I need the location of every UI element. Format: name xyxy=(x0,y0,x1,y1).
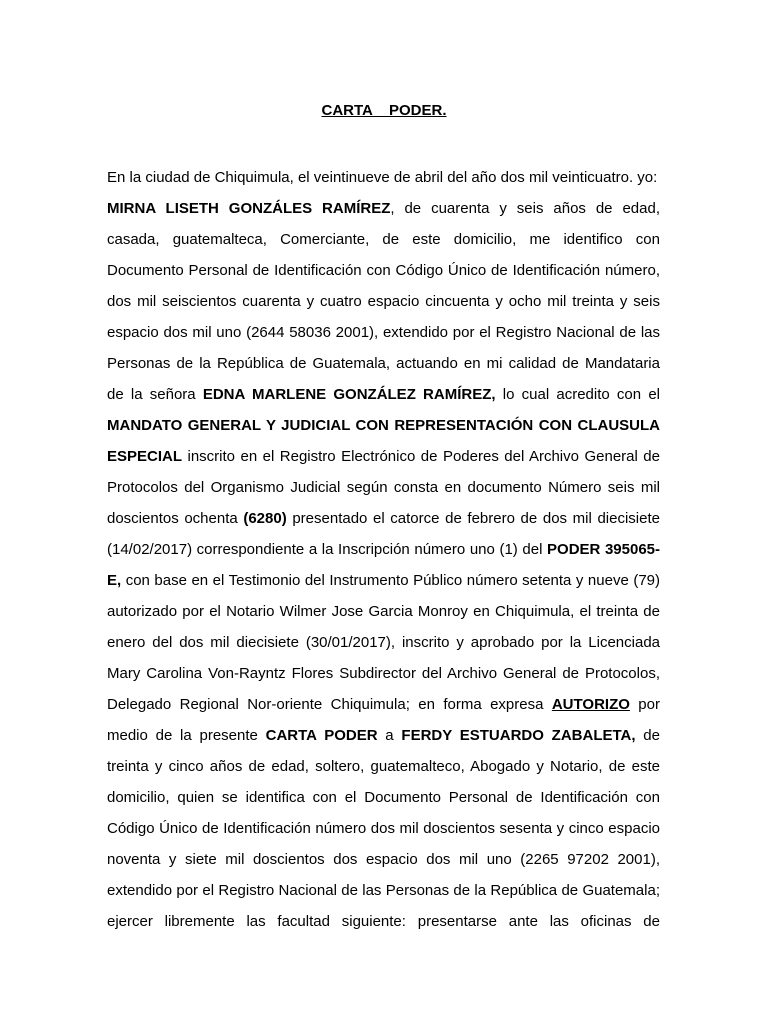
body-line xyxy=(107,472,660,503)
body-line xyxy=(107,906,660,937)
text-run: (14/02/2017) correspondiente a la Inscripción número uno (1) del xyxy=(107,541,548,558)
text-run: extendido por el Registro Nacional de las Personas de la República de Guatemala; xyxy=(107,882,660,899)
text-run: Delegado Regional Nor-oriente Chiquimula; en forma expresa xyxy=(107,696,552,713)
text-run: a xyxy=(377,727,402,744)
text-run: ejercer libremente las facultad siguiente: presentarse ante las oficinas de xyxy=(107,913,660,930)
body-line xyxy=(107,317,660,348)
text-run: presentado el catorce de febrero de dos mil diecisiete xyxy=(286,510,660,527)
body-line xyxy=(107,627,660,658)
body-line xyxy=(107,565,660,596)
text-run: casada, guatemalteca, Comerciante, de este domicilio, me identifico con xyxy=(107,231,660,248)
text-run: noventa y siete mil doscientos dos espacio dos mil uno (2265 97202 2001), xyxy=(107,851,660,868)
body-line xyxy=(107,441,660,472)
text-run: Protocolos del Organismo Judicial según consta en documento Número seis mil xyxy=(107,479,660,496)
text-run: En la ciudad de Chiquimula, el veintinueve de abril del año dos mil veinticuatro. yo: xyxy=(107,169,658,186)
document-title: CARTA PODER. xyxy=(321,102,447,119)
mandante-name: EDNA MARLENE GONZÁLEZ RAMÍREZ, xyxy=(202,386,496,403)
text-run: Mary Carolina Von-Rayntz Flores Subdirector del Archivo General de Protocolos, xyxy=(107,665,660,682)
body-line xyxy=(107,875,660,906)
body-line xyxy=(107,813,660,844)
body-line xyxy=(107,193,660,224)
body-line xyxy=(107,348,660,379)
text-run: enero del dos mil diecisiete (30/01/2017), inscrito y aprobado por la Licenciada xyxy=(107,634,660,651)
body-line xyxy=(107,658,660,689)
poder-number-cont: E, xyxy=(107,572,122,589)
document-number: (6280) xyxy=(243,510,287,527)
text-run: con base en el Testimonio del Instrumento Público número setenta y nueve (79) xyxy=(121,572,660,589)
text-run: medio de la presente xyxy=(107,727,266,744)
body-line xyxy=(107,782,660,813)
body-line xyxy=(107,255,660,286)
text-run: de la señora xyxy=(107,386,203,403)
text-run: Documento Personal de Identificación con Código Único de Identificación número, xyxy=(107,262,660,279)
body-line xyxy=(107,720,660,751)
text-run: de xyxy=(635,727,660,744)
text-run: , de cuarenta y seis años de edad, xyxy=(390,200,660,217)
body-line xyxy=(107,410,660,441)
text-run: doscientos ochenta xyxy=(107,510,244,527)
body-line xyxy=(107,596,660,627)
body-line xyxy=(107,534,660,565)
autorizo-keyword: AUTORIZO xyxy=(551,696,630,713)
text-run: autorizado por el Notario Wilmer Jose Garcia Monroy en Chiquimula, el treinta de xyxy=(107,603,660,620)
text-run: lo cual acredito con el xyxy=(495,386,660,403)
body-line xyxy=(107,224,660,255)
text-run: espacio dos mil uno (2644 58036 2001), extendido por el Registro Nacional de las xyxy=(107,324,660,341)
text-run: por xyxy=(629,696,660,713)
text-run: domicilio, quien se identifica con el Documento Personal de Identificación con xyxy=(107,789,660,806)
mandate-type-cont: ESPECIAL xyxy=(107,448,183,465)
text-run: treinta y cinco años de edad, soltero, guatemalteco, Abogado y Notario, de este xyxy=(107,758,660,775)
text-run: Código Único de Identificación número dos mil doscientos sesenta y cinco espacio xyxy=(107,820,660,837)
text-run: Personas de la República de Guatemala, actuando en mi calidad de Mandataria xyxy=(107,355,660,372)
text-run: inscrito en el Registro Electrónico de Poderes del Archivo General de xyxy=(182,448,660,465)
attorney-name: FERDY ESTUARDO ZABALETA, xyxy=(401,727,636,744)
body-line xyxy=(107,503,660,534)
body-line xyxy=(107,379,660,410)
body-line xyxy=(107,844,660,875)
body-line xyxy=(107,286,660,317)
body-line xyxy=(107,751,660,782)
mandate-type: MANDATO GENERAL Y JUDICIAL CON REPRESENTACIÓN CON CLAUSULA xyxy=(107,417,660,434)
document-body xyxy=(107,162,660,937)
carta-poder-keyword: CARTA PODER xyxy=(265,727,378,744)
body-line xyxy=(107,689,660,720)
body-line xyxy=(107,162,660,193)
poder-number: PODER 395065- xyxy=(547,541,661,558)
principal-name: MIRNA LISETH GONZÁLES RAMÍREZ xyxy=(107,200,391,217)
text-run: dos mil seiscientos cuarenta y cuatro espacio cincuenta y ocho mil treinta y seis xyxy=(107,293,660,310)
